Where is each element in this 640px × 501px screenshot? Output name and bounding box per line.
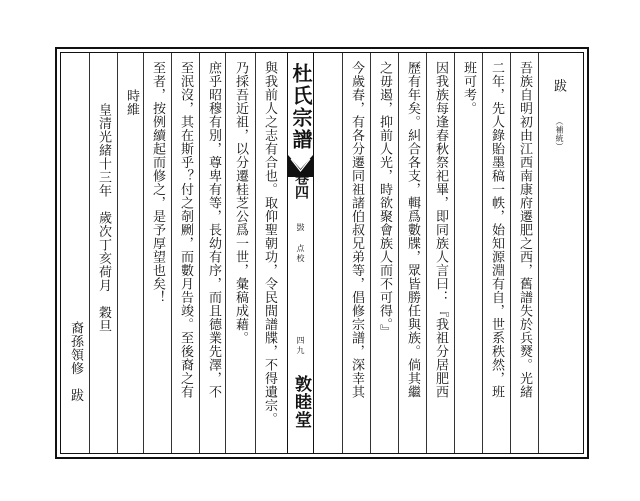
column-rule	[171, 53, 172, 453]
text-column: 至泯沒，其在斯乎？付之剞劂，而數月告竣。至後裔之有	[178, 61, 193, 399]
volume-label: 卷四	[293, 171, 309, 199]
text-column: 之毋遏，抑前人光，時欲聚會族人而不可得。』	[377, 61, 392, 338]
text-column: 至者，按例續起而修之，是予厚望也矣！	[150, 61, 165, 304]
column-rule	[538, 53, 539, 453]
text-column: 班可考。	[461, 61, 476, 115]
text-column: 與我前人之志有合也。取仰聖朝功，令民間譜牒，不得遺宗。	[262, 61, 277, 426]
postscript-heading: 跋	[551, 79, 566, 93]
page-number: 四九	[296, 336, 305, 356]
genealogy-title: 杜氏宗譜	[289, 63, 313, 151]
column-rule	[482, 53, 483, 453]
text-column: 吾族自明初由江西南康府遷肥之西，舊譜失於兵燹。光緒	[517, 61, 532, 399]
text-column: 今歲春，有各分遷同祖諸伯叔兄弟等，倡修宗譜，深幸其	[349, 61, 364, 399]
column-rule	[398, 53, 399, 453]
text-column: 因我族每逢春秋祭祀畢，即同族人言曰：『我祖分居肥西	[433, 61, 448, 399]
signature-column: 裔孫領修 跋	[68, 321, 83, 402]
heading-note: （補統）	[555, 117, 564, 151]
text-column: 時維	[124, 89, 139, 116]
column-rule	[117, 53, 118, 453]
page-inner-border	[60, 52, 584, 454]
column-rule	[225, 53, 226, 453]
text-column: 庶乎昭穆有別，尊卑有等，長幼有序，而且德業先澤，不	[206, 61, 221, 399]
column-rule	[342, 53, 343, 453]
spine-center	[287, 53, 314, 453]
column-rule	[426, 53, 427, 453]
column-rule	[370, 53, 371, 453]
page-frame	[55, 47, 589, 459]
date-column: 皇清光緒十三年 歲次丁亥荷月 穀旦	[96, 103, 111, 333]
column-rule	[199, 53, 200, 453]
text-column: 歷有年矣。糾合各支，輯爲數牒，眾皆勝任與族。倘其繼	[405, 61, 420, 399]
column-rule	[255, 53, 256, 453]
column-rule	[143, 53, 144, 453]
collation-label: 敱 点校	[296, 223, 305, 264]
column-rule	[89, 53, 90, 453]
text-column: 二年，先人錄貽墨稿一帙，始知源淵有自，世系秩然，班	[489, 61, 504, 399]
left-page	[61, 53, 287, 453]
text-column: 乃採吾近祖，以分遷桂芝公爲一世，彙稿成藉。	[233, 61, 248, 345]
right-page	[312, 53, 583, 453]
column-rule	[510, 53, 511, 453]
hall-name: 敦睦堂	[291, 375, 311, 429]
column-rule	[454, 53, 455, 453]
